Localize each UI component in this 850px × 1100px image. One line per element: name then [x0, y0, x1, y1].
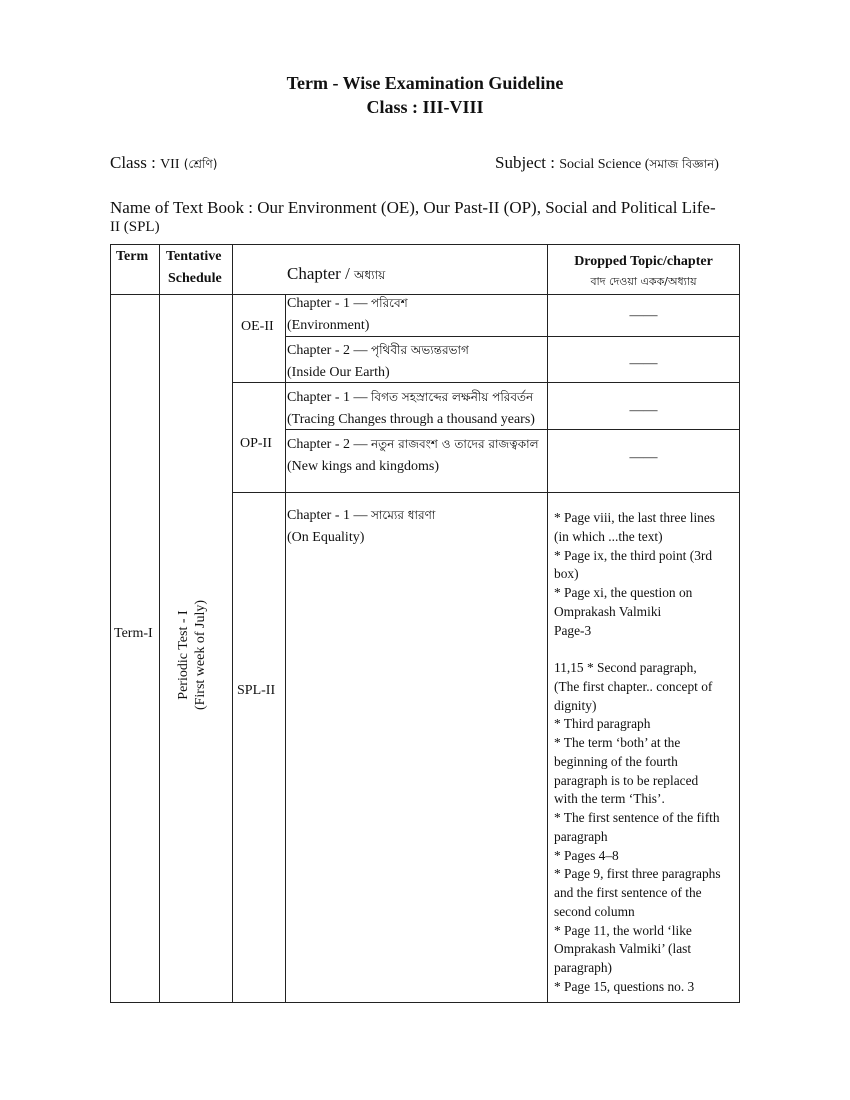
col-border-book: [285, 294, 286, 1002]
dropped-topic-line: * The term ‘both’ at the: [554, 735, 681, 750]
row-divider-4: [232, 492, 740, 493]
header-chapter-bn: অধ্যায়: [354, 268, 386, 282]
col-border-left: [110, 244, 111, 1002]
header-chapter-en: Chapter /: [287, 264, 355, 283]
dropped-dash-4: ——: [629, 450, 658, 465]
dropped-topic-line: * Page ix, the third point (3rd: [554, 547, 713, 563]
dropped-topic-line: * Third paragraph: [554, 716, 651, 732]
dropped-topic-line: Omprakash Valmiki: [554, 603, 662, 619]
class-value: VII: [160, 157, 180, 172]
dropped-topic-line: * The first sentence of the fifth: [554, 810, 720, 825]
chapter-bn: পৃথিবীর অভ্যন্তরভাগ: [370, 343, 469, 357]
dropped-topic-line: 11,15 * Second paragraph,: [554, 660, 697, 675]
chapter-bn: সাম্যের ধারণা: [370, 508, 436, 522]
dropped-topic-line: paragraph is to be replaced: [554, 772, 699, 788]
dropped-topic-line: (The first chapter.. concept of: [554, 678, 713, 694]
dropped-dash-3: ——: [629, 403, 658, 418]
col-border-right: [739, 244, 740, 1002]
chapter-en: (New kings and kingdoms): [287, 459, 440, 474]
dropped-topic-line: paragraph: [554, 828, 608, 844]
book-op: OP-II: [240, 436, 272, 451]
chapter-en: (Tracing Changes through a thousand years): [287, 412, 535, 427]
header-bottom-border: [110, 294, 740, 295]
chapter-row-2: [287, 339, 469, 384]
dropped-dash-1: ——: [629, 308, 658, 323]
header-schedule-2: Schedule: [168, 271, 222, 286]
dropped-dash-2: ——: [629, 356, 658, 371]
schedule-rotated: [175, 555, 209, 755]
table-top-border: [110, 244, 740, 245]
subject-value: Social Science (: [559, 157, 650, 172]
book-spl: SPL-II: [237, 683, 276, 698]
dropped-topic-line: box): [554, 566, 579, 582]
dropped-topic-line: * Pages 4–8: [554, 847, 619, 863]
dropped-topic-line: second column: [554, 903, 635, 919]
subject-bn: সমাজ বিজ্ঞান: [649, 157, 715, 171]
dropped-topic-line: and the first sentence of the: [554, 885, 702, 900]
dropped-topic-line: * Page 11, the world ‘like: [554, 922, 692, 938]
textbook-line-1: Name of Text Book : Our Environment (OE), Our Past-II (OP), Social and Political Life-: [110, 198, 716, 217]
chapter-row-1: [287, 292, 408, 337]
subject-info: [495, 153, 719, 176]
chapter-title: Chapter - 1 —: [287, 296, 371, 311]
class-range: Class : III-VIII: [366, 97, 484, 117]
dropped-topic-line: [554, 640, 734, 659]
term-label: Term-I: [114, 626, 153, 641]
dropped-topic-line: with the term ‘This’.: [554, 791, 665, 807]
col-border-term: [159, 244, 160, 1002]
class-info: [110, 153, 217, 176]
chapter-row-5: [287, 504, 435, 549]
subject-label: Subject :: [495, 153, 560, 172]
dropped-topic-line: Omprakash Valmiki’ (last: [554, 941, 692, 957]
class-bn: (শ্রেণি): [183, 157, 218, 171]
subject-close: ): [714, 157, 719, 172]
chapter-bn: পরিবেশ: [370, 296, 408, 310]
textbook-line-2: II (SPL): [110, 219, 160, 235]
chapter-title: Chapter - 1 —: [287, 390, 371, 405]
chapter-bn: বিগত সহস্রাব্দের লক্ষনীয় পরিবর্তন: [370, 390, 534, 404]
dropped-topic-line: * Page xi, the question on: [554, 585, 693, 600]
header-schedule-1: Tentative: [166, 249, 222, 264]
chapter-en: (Inside Our Earth): [287, 365, 390, 380]
table-bottom-border: [110, 1002, 740, 1003]
dropped-topic-line: * Page viii, the last three lines: [554, 510, 716, 525]
book-oe: OE-II: [241, 319, 274, 334]
dropped-topic-line: * Page 15, questions no. 3: [554, 978, 695, 994]
dropped-topic-line: beginning of the fourth: [554, 753, 678, 769]
dropped-topic-line: dignity): [554, 697, 597, 713]
chapter-title: Chapter - 1 —: [287, 508, 371, 523]
spl-dropped-list: [554, 509, 734, 997]
dropped-topic-line: (in which ...the text): [554, 528, 663, 544]
chapter-en: (Environment): [287, 318, 370, 333]
document-title: Term - Wise Examination Guideline: [286, 73, 564, 93]
header-dropped-bn: বাদ দেওয়া একক/অধ্যায়: [590, 275, 697, 288]
chapter-title: Chapter - 2 —: [287, 437, 371, 452]
header-term: Term: [116, 249, 149, 264]
class-label: Class :: [110, 153, 161, 172]
header-dropped: Dropped Topic/chapter: [574, 254, 713, 269]
schedule-line-2: (First week of July): [193, 599, 208, 711]
chapter-title: Chapter - 2 —: [287, 343, 371, 358]
col-border-schedule: [232, 244, 233, 1002]
chapter-bn: নতুন রাজবংশ ও তাদের রাজত্বকাল: [370, 437, 539, 451]
chapter-row-4: [287, 433, 539, 478]
header-chapter: [287, 263, 385, 286]
dropped-topic-line: paragraph): [554, 960, 612, 975]
chapter-en: (On Equality): [287, 530, 365, 545]
schedule-line-1: Periodic Test - I: [176, 610, 191, 700]
chapter-row-3: [287, 386, 535, 431]
dropped-topic-line: Page-3: [554, 622, 592, 638]
dropped-topic-line: * Page 9, first three paragraphs: [554, 866, 721, 882]
